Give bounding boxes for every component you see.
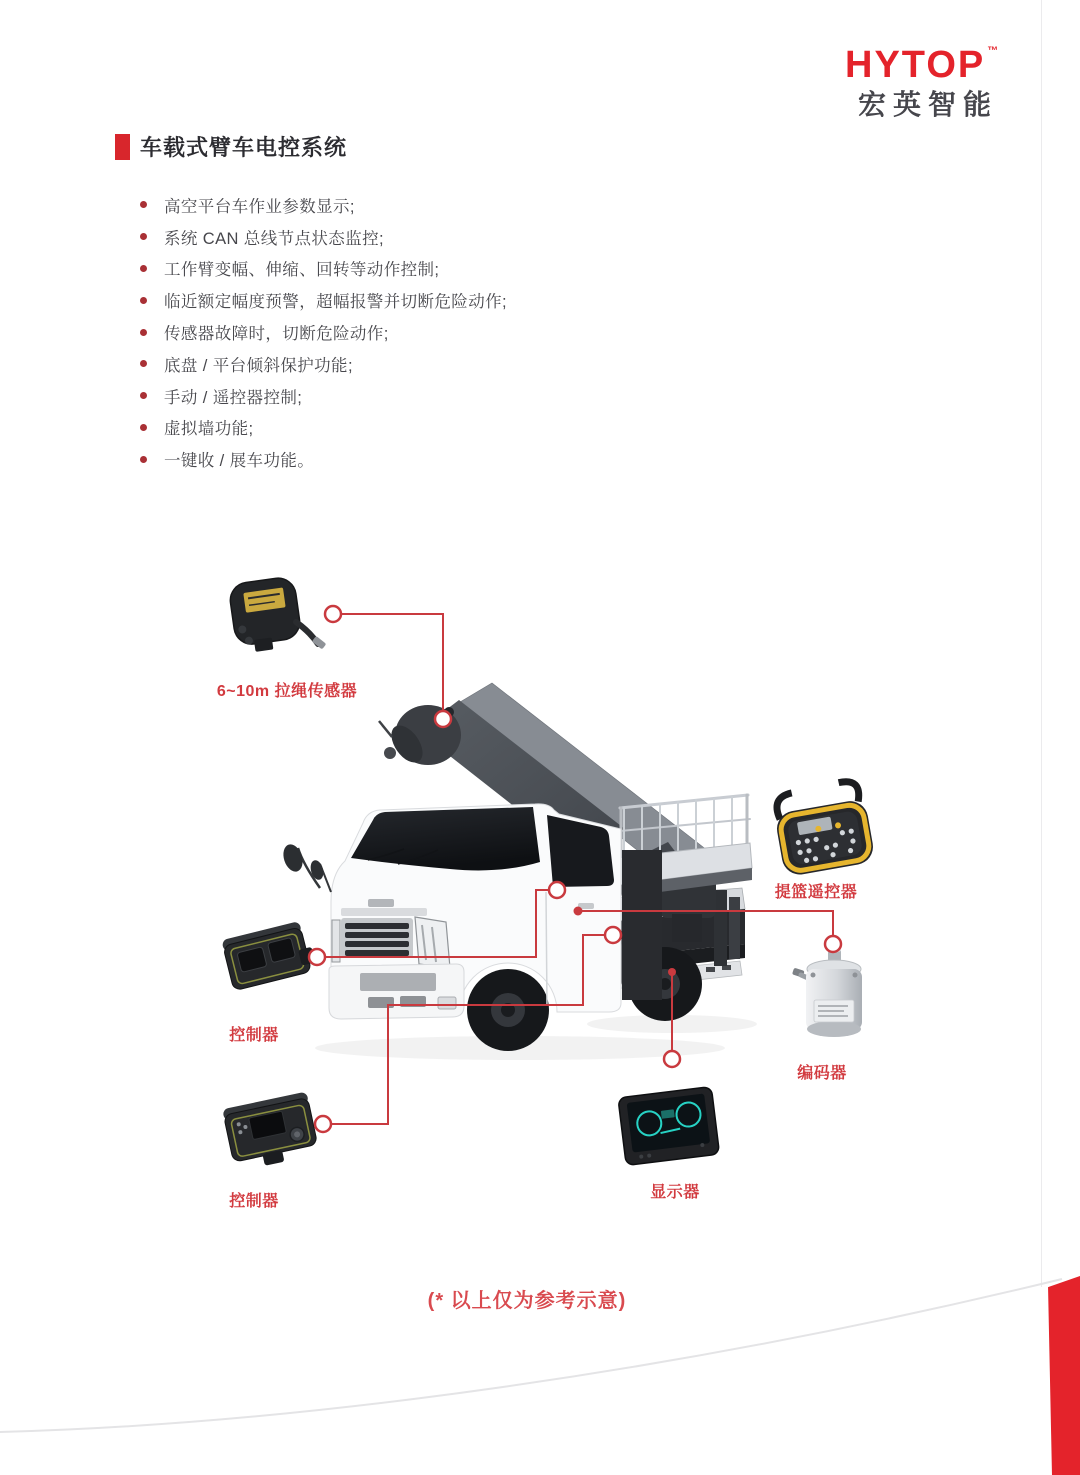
connector-ring	[325, 606, 341, 622]
logo	[845, 46, 1045, 119]
feature-text: 虚拟墙功能;	[164, 420, 254, 439]
logo-brand-text: HYTOP	[845, 44, 986, 86]
list-item	[140, 284, 507, 316]
title-accent-bar	[115, 134, 130, 160]
feature-text: 传感器故障时，切断危险动作;	[164, 325, 389, 344]
list-item	[140, 380, 507, 412]
curve-line	[0, 1279, 1062, 1432]
page-edge-line	[1041, 0, 1042, 1287]
feature-text: 工作臂变幅、伸缩、回转等动作控制;	[164, 261, 440, 280]
basket-remote-label: 提篮遥控器	[774, 884, 858, 901]
rope-sensor-label: 6~10m 拉绳传感器	[216, 683, 358, 700]
rope-sensor-image	[228, 576, 303, 655]
display-image	[618, 1087, 720, 1166]
feature-text: 高空平台车作业参数显示;	[164, 197, 355, 216]
bullet-icon	[140, 456, 147, 463]
connector-ring	[664, 1051, 680, 1067]
connector-ring	[315, 1116, 331, 1132]
front-bumper	[329, 964, 464, 1019]
feature-list	[140, 189, 507, 475]
bullet-icon	[140, 392, 147, 399]
connector-ring	[605, 927, 621, 943]
page-title: 车载式臂车电控系统	[140, 135, 348, 160]
headlight	[415, 917, 450, 968]
grille	[341, 918, 413, 958]
system-diagram	[0, 545, 1080, 1245]
feature-text: 系统 CAN 总线节点状态监控;	[164, 229, 384, 248]
bullet-icon	[140, 360, 147, 367]
connector-dot	[668, 968, 676, 976]
front-wheel	[467, 969, 549, 1051]
bullet-icon	[140, 424, 147, 431]
truck-cab	[280, 804, 621, 1019]
bullet-icon	[140, 233, 147, 240]
controller-front-label: 控制器	[229, 1027, 279, 1044]
controller-bottom-label: 控制器	[229, 1193, 279, 1210]
side-mirrors	[280, 842, 331, 892]
list-item	[140, 189, 507, 221]
list-item	[140, 253, 507, 285]
equipment-box	[622, 850, 662, 1000]
logo-trademark: ™	[987, 45, 999, 57]
section-title	[115, 131, 347, 162]
feature-text: 底盘 / 平台倾斜保护功能;	[164, 356, 353, 375]
logo-subbrand: 宏英智能	[858, 89, 999, 120]
truck-illustration	[280, 683, 757, 1060]
list-item	[140, 221, 507, 253]
bottom-curve	[0, 1240, 1080, 1475]
bullet-icon	[140, 297, 147, 304]
feature-text: 临近额定幅度预警，超幅报警并切断危险动作;	[164, 293, 507, 312]
encoder-label: 编码器	[797, 1065, 847, 1082]
diagram-canvas	[0, 545, 1080, 1245]
connector-dot	[574, 907, 583, 916]
feature-text: 一键收 / 展车功能。	[164, 452, 315, 471]
controller-front-image	[221, 920, 317, 991]
reference-note: (* 以上仅为参考示意)	[427, 1290, 627, 1312]
basket-remote-image	[771, 779, 876, 878]
list-item	[140, 316, 507, 348]
windshield	[351, 807, 540, 870]
logo-brand	[845, 46, 1045, 84]
connector-ring	[435, 711, 451, 727]
connector-ring	[309, 949, 325, 965]
list-item	[140, 443, 507, 475]
connector-ring	[549, 882, 565, 898]
connector-ring	[825, 936, 841, 952]
list-item	[140, 348, 507, 380]
bullet-icon	[140, 329, 147, 336]
controller-bottom-image	[222, 1092, 319, 1172]
display-label: 显示器	[650, 1184, 700, 1201]
list-item	[140, 412, 507, 444]
bullet-icon	[140, 265, 147, 272]
bullet-icon	[140, 201, 147, 208]
encoder-image	[792, 948, 862, 1038]
feature-text: 手动 / 遥控器控制;	[164, 388, 303, 407]
